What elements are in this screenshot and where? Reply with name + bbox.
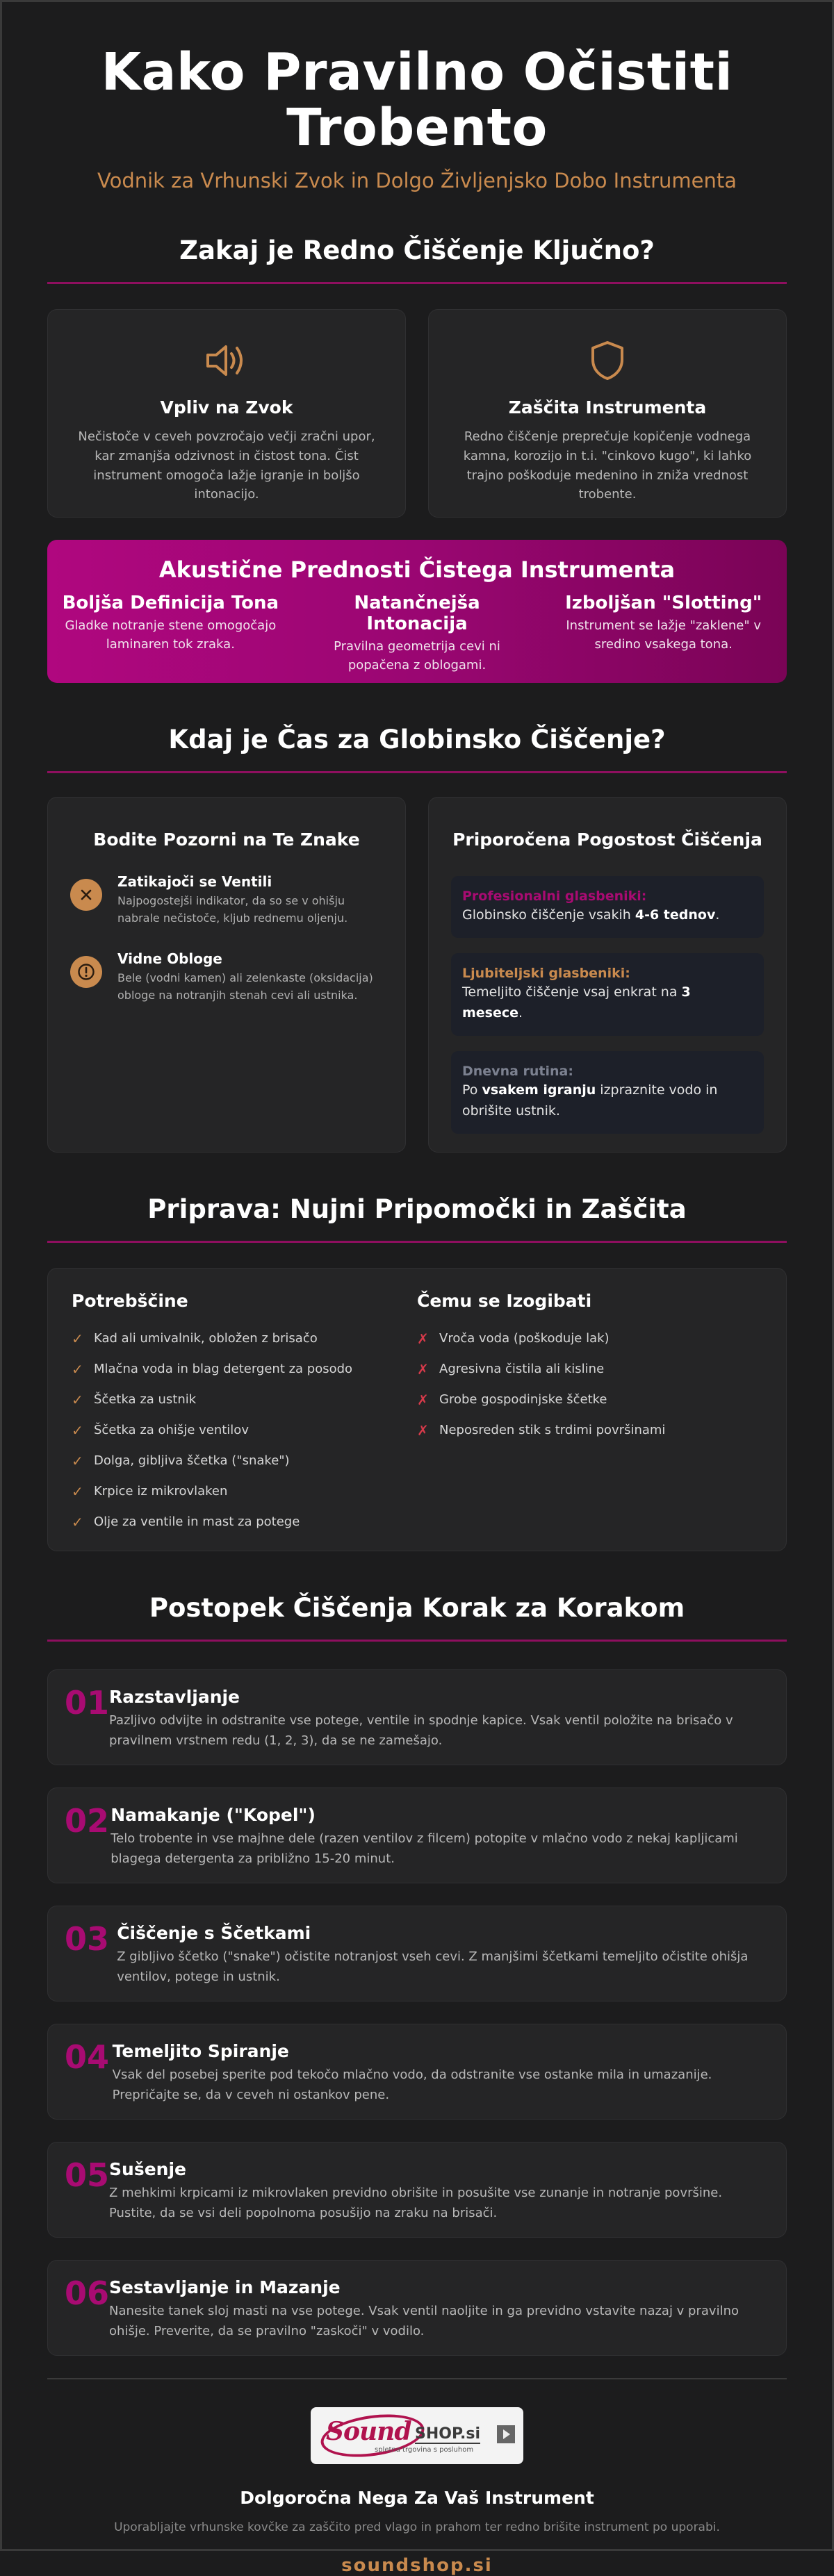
step-title: Čiščenje s Ščetkami [117, 1922, 311, 1943]
step-number: 03 [65, 1919, 110, 1958]
step-text: Vsak del posebej sperite pod tekočo mlačno vodo, da odstranite vse ostanke mila in umazanije. Prepričajte se, da v ceveh ni ostankov pene. [112, 2067, 712, 2102]
step-card [47, 1906, 787, 2001]
step-body [113, 2041, 769, 2119]
section-title-prep: Priprava: Nujni Pripomočki in Zaščita [147, 1194, 687, 1224]
page-subtitle: Vodnik za Vrhunski Zvok in Dolgo Življenjsko Dobo Instrumenta [97, 168, 737, 192]
step-body [109, 2159, 769, 2237]
avoid-list [417, 1291, 762, 1551]
footer-site-link[interactable]: soundshop.si [341, 2554, 493, 2576]
why-section [47, 236, 787, 683]
frequency-text: Po vsakem igranju izpraznite vodo in obrišite ustnik. [462, 1082, 718, 1118]
cross-icon: ✗ [417, 1421, 429, 1439]
content [47, 2, 787, 2576]
card-title: Zaščita Instrumenta [508, 397, 707, 418]
play-icon [497, 2425, 515, 2443]
frequency-emphasis: vsakem igranju [482, 1082, 596, 1098]
step-number: 01 [65, 1683, 110, 1722]
step-card [47, 1787, 787, 1883]
sign-title: Zatikajoči se Ventili [117, 873, 272, 890]
step-text: Nanesite tanek sloj masti na vse potege. Vsak ventil naoljite in ga previdno vstavite nazaj v pravilno ohišje. Preverite, da se pravilno "zaskoči" v vodilo. [109, 2303, 739, 2338]
step-text: Z gibljivo ščetko ("snake") očistite notranjost vseh cevi. Z manjšimi ščetkami temeljito očistite ohišja ventilov, potege in ustnik. [117, 1949, 749, 1984]
signs-card [47, 797, 406, 1153]
check-icon: ✓ [72, 1391, 83, 1408]
section-divider [47, 771, 787, 773]
list-item-label: Olje za ventile in mast za potege [94, 1514, 300, 1530]
list-item-label: Grobe gospodinjske ščetke [439, 1392, 607, 1407]
check-icon: ✓ [72, 1483, 83, 1500]
frequency-card [428, 797, 787, 1153]
why-cards [47, 309, 787, 518]
step-title: Sušenje [109, 2158, 186, 2179]
step-text: Pazljivo odvijte in odstranite vse potege, ventile in spodnje kapice. Vsak ventil položite na brisačo v pravilnem vrstnem redu (1, 2, 3), da se ne zamešajo. [109, 1712, 733, 1748]
step-body [109, 1687, 769, 1765]
sign-item [70, 873, 383, 927]
needed-list [72, 1291, 417, 1551]
frequency-emphasis: 4-6 tednov [635, 907, 716, 923]
sign-text: Bele (vodni kamen) ali zelenkaste (oksidacija) obloge na notranjih stenah cevi ali ustnika. [117, 971, 373, 1002]
steps-list [47, 1669, 787, 2356]
when-section [47, 725, 787, 1153]
sign-item [70, 950, 383, 1005]
benefit-title: Izboljšan "Slotting" [565, 592, 762, 613]
list-item [72, 1323, 417, 1354]
step-card [47, 2024, 787, 2120]
list-item [417, 1354, 762, 1385]
list-item-label: Ščetka za ustnik [94, 1392, 197, 1407]
benefit-text: Gladke notranje stene omogočajo laminaren tok zraka. [65, 618, 277, 652]
needed-title: Potrebščine [72, 1290, 188, 1311]
cross-icon: ✗ [417, 1391, 429, 1408]
frequency-item [451, 953, 764, 1036]
step-number: 06 [65, 2274, 110, 2312]
card-title: Bodite Pozorni na Te Znake [93, 829, 360, 850]
benefit-item [294, 593, 541, 675]
step-text: Z mehkimi krpicami iz mikrovlaken previdno obrišite in posušite vse zunanje in notranje površine. Pustite, da se vsi deli popolnoma posušijo na zraku na brisači. [109, 2185, 723, 2220]
hero [47, 2, 787, 192]
step-body [109, 2277, 769, 2355]
frequency-item [451, 1051, 764, 1134]
footer-title: Dolgoročna Nega Za Vaš Instrument [240, 2487, 594, 2508]
frequency-item [451, 876, 764, 938]
card-sound [47, 309, 406, 518]
cross-icon: ✗ [417, 1360, 429, 1378]
list-item [417, 1385, 762, 1415]
title-line-2: Trobento [286, 97, 548, 158]
supplies-card [47, 1268, 787, 1551]
step-body [117, 1923, 769, 2001]
check-icon: ✓ [72, 1360, 83, 1378]
frequency-label: Dnevna rutina: [462, 1064, 573, 1080]
section-title-why: Zakaj je Redno Čiščenje Ključno? [179, 235, 655, 265]
benefit-title: Boljša Definicija Tona [62, 592, 279, 613]
list-item-label: Mlačna voda in blag detergent za posodo [94, 1362, 353, 1377]
step-number: 04 [65, 2038, 110, 2076]
sign-text: Najpogostejši indikator, da so se v ohišju nabrale nečistoče, kljub rednemu oljenju. [117, 893, 348, 925]
list-item [417, 1323, 762, 1354]
benefit-text: Instrument se lažje "zaklene" v sredino vsakega tona. [566, 618, 761, 652]
x-circle-icon [79, 888, 93, 902]
step-text: Telo trobente in vse majhne dele (razen ventilov z filcem) potopite v mlačno vodo z nekaj kapljicami blagega detergenta za približno 15-20 minut. [111, 1831, 738, 1866]
check-icon: ✓ [72, 1330, 83, 1347]
step-body [111, 1805, 769, 1883]
card-title: Vpliv na Zvok [160, 397, 293, 418]
card-text: Redno čiščenje preprečuje kopičenje vodnega kamna, korozijo in t.i. "cinkovo kugo", ki lahko trajno poškoduje medenino in zniža vrednost trobente. [463, 429, 752, 502]
benefit-item [540, 593, 787, 675]
step-card [47, 1669, 787, 1765]
avoid-title: Čemu se Izogibati [417, 1290, 592, 1311]
list-item [72, 1507, 417, 1537]
cross-icon: ✗ [417, 1330, 429, 1347]
footer [47, 2378, 787, 2576]
shield-icon [590, 340, 625, 381]
title-line-1: Kako Pravilno Očistiti [101, 42, 733, 102]
list-item-label: Dolga, gibljiva ščetka ("snake") [94, 1453, 290, 1469]
page-title [47, 42, 787, 158]
sign-title: Vidne Obloge [117, 950, 222, 968]
list-item [417, 1415, 762, 1446]
list-item [72, 1354, 417, 1385]
frequency-text: Globinsko čiščenje vsakih 4-6 tednov. [462, 907, 720, 923]
list-item [72, 1446, 417, 1476]
speaker-icon [205, 342, 248, 379]
card-text: Nečistoče v ceveh povzročajo večji zračni upor, kar zmanjša odzivnost in čistost tona. Čist instrument omogoča lažje igranje in boljšo intonacijo. [78, 429, 375, 502]
benefit-item [47, 593, 294, 675]
section-divider [47, 1640, 787, 1642]
logo-tagline: spletna trgovina s posluhom [375, 2445, 474, 2454]
step-number: 05 [65, 2156, 110, 2194]
step-title: Namakanje ("Kopel") [111, 1804, 316, 1825]
section-divider [47, 1241, 787, 1243]
check-icon: ✓ [72, 1452, 83, 1469]
footer-note: Uporabljajte vrhunske kovčke za zaščito pred vlago in prahom ter redno brišite instrument po uporabi. [114, 2520, 720, 2534]
step-title: Sestavljanje in Mazanje [109, 2277, 341, 2297]
section-divider [47, 282, 787, 284]
frequency-emphasis: 3 mesece [462, 984, 691, 1021]
soundshop-logo[interactable] [311, 2407, 523, 2464]
check-icon: ✓ [72, 1513, 83, 1530]
frequency-label: Profesionalni glasbeniki: [462, 888, 647, 904]
step-card [47, 2142, 787, 2238]
prep-section [47, 1194, 787, 1551]
steps-section [47, 1593, 787, 2356]
list-item [72, 1385, 417, 1415]
section-title-when: Kdaj je Čas za Globinsko Čiščenje? [168, 724, 666, 754]
list-item-label: Vroča voda (poškoduje lak) [439, 1331, 610, 1346]
list-item-label: Neposreden stik s trdimi površinami [439, 1423, 666, 1438]
list-item-label: Agresivna čistila ali kisline [439, 1362, 605, 1377]
list-item-label: Krpice iz mikrovlaken [94, 1484, 228, 1499]
frequency-label: Ljubiteljski glasbeniki: [462, 966, 630, 982]
logo-word: Sound [326, 2416, 411, 2446]
benefit-title: Natančnejša Intonacija [354, 592, 480, 634]
acoustic-benefits-banner [47, 540, 787, 683]
alert-circle-icon [77, 963, 95, 981]
frequency-text: Temeljito čiščenje vsaj enkrat na 3 mesece. [462, 984, 691, 1021]
list-item [72, 1476, 417, 1507]
step-title: Temeljito Spiranje [112, 2040, 289, 2061]
step-card [47, 2260, 787, 2356]
benefit-text: Pravilna geometrija cevi ni popačena z oblogami. [334, 638, 500, 672]
logo-word2: SHOP.si [415, 2425, 481, 2443]
card-protection [428, 309, 787, 518]
list-item [72, 1415, 417, 1446]
check-icon: ✓ [72, 1421, 83, 1439]
list-item-label: Kad ali umivalnik, obložen z brisačo [94, 1331, 318, 1346]
step-title: Razstavljanje [109, 1686, 240, 1707]
step-number: 02 [65, 1801, 110, 1840]
section-title-steps: Postopek Čiščenja Korak za Korakom [149, 1592, 685, 1623]
banner-title: Akustične Prednosti Čistega Instrumenta [158, 556, 676, 583]
list-item-label: Ščetka za ohišje ventilov [94, 1423, 249, 1438]
card-title: Priporočena Pogostost Čiščenja [452, 829, 762, 850]
